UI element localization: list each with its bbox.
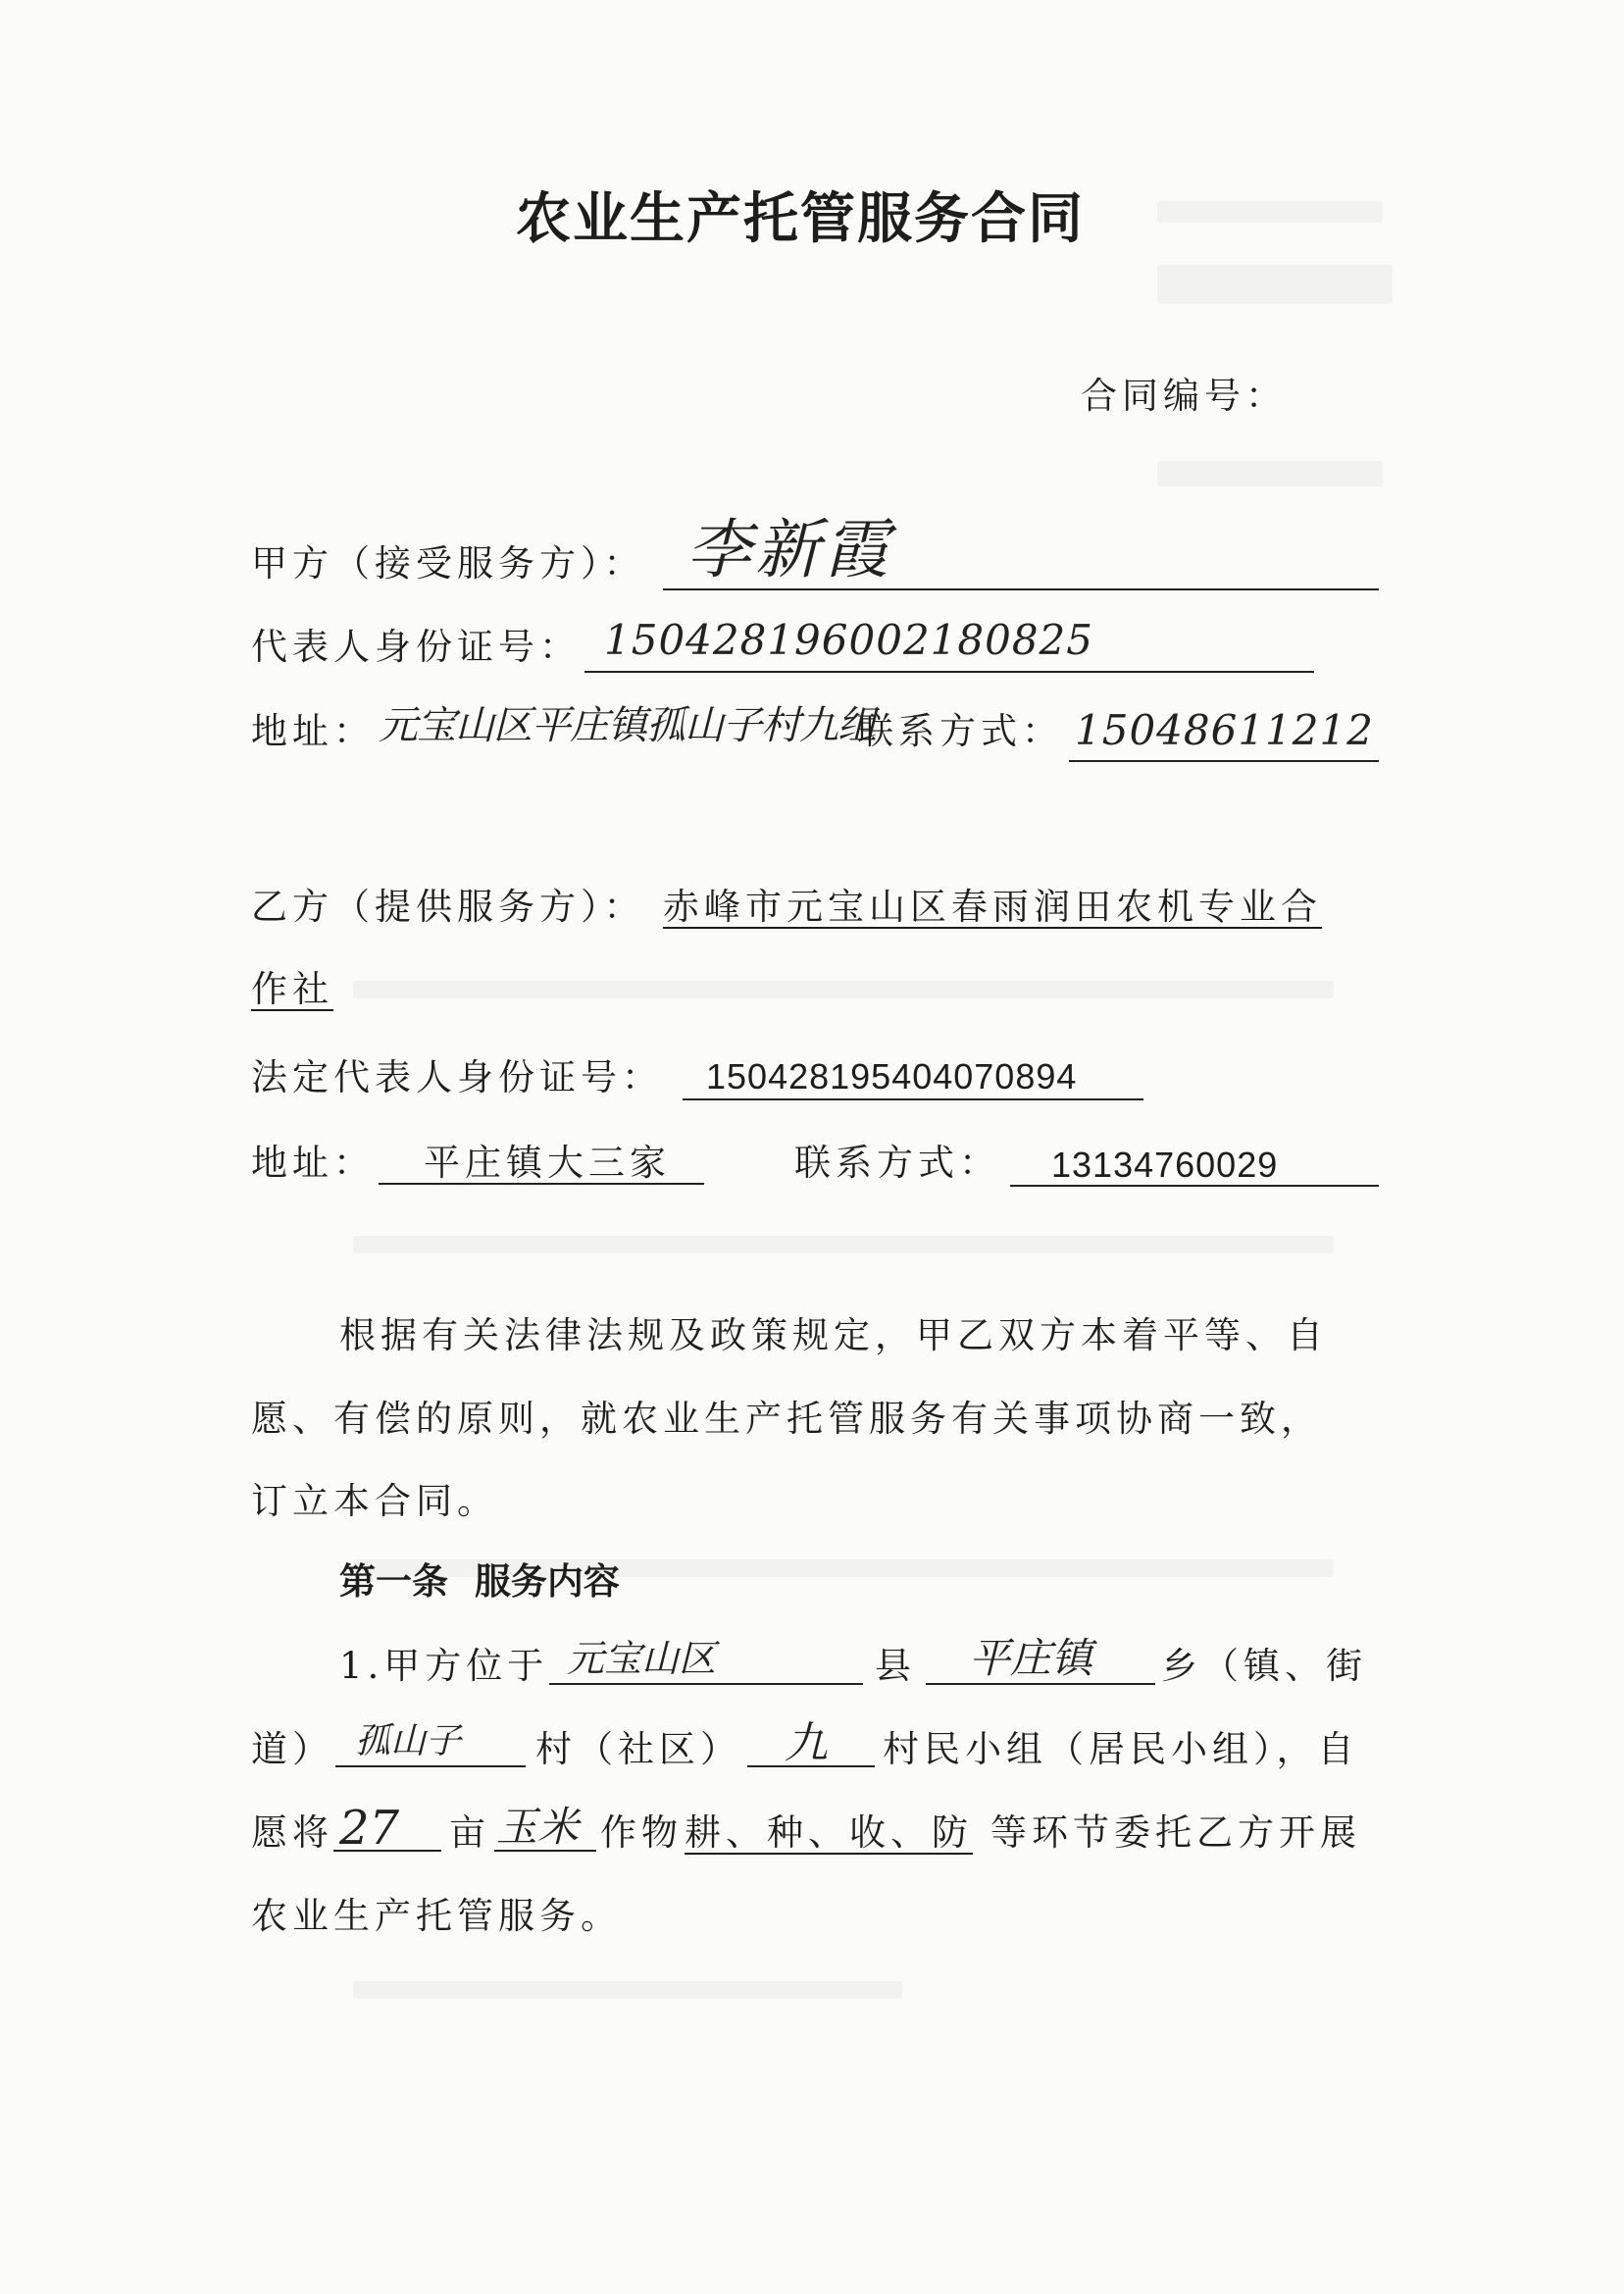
bleed-through-shade bbox=[1157, 461, 1383, 486]
party-a-id-line bbox=[584, 671, 1314, 673]
party-a-id-label: 代表人身份证号： bbox=[251, 626, 581, 668]
town-line bbox=[926, 1683, 1155, 1685]
party-a-contact-line bbox=[1069, 760, 1379, 762]
clause-1-last-line: 农业生产托管服务。 bbox=[251, 1895, 622, 1937]
group-line bbox=[747, 1765, 875, 1767]
county-label: 县 bbox=[875, 1645, 916, 1687]
bleed-through-shade bbox=[353, 981, 1334, 998]
service-links: 耕、种、收、防 bbox=[685, 1811, 973, 1854]
bleed-through-shade bbox=[1157, 265, 1393, 304]
clause-1-prefix: 1.甲方位于 bbox=[339, 1645, 549, 1687]
crop-label: 作物 bbox=[600, 1811, 683, 1854]
mu-label: 亩 bbox=[449, 1811, 490, 1854]
party-b-name-line2: 作社 bbox=[251, 968, 333, 1010]
area-line bbox=[333, 1850, 441, 1852]
area-handwritten: 27 bbox=[339, 1801, 400, 1856]
county-line bbox=[549, 1683, 863, 1685]
party-b-contact-value: 13134760029 bbox=[1051, 1145, 1279, 1185]
crop-line bbox=[494, 1850, 596, 1852]
party-a-address-handwritten: 元宝山区平庄镇孤山子村九组 bbox=[379, 703, 876, 748]
party-b-address-value: 平庄镇大三家 bbox=[424, 1142, 671, 1184]
group-handwritten: 九 bbox=[785, 1718, 828, 1768]
party-b-contact-line bbox=[1010, 1185, 1379, 1187]
town-handwritten: 平庄镇 bbox=[969, 1634, 1093, 1682]
party-a-contact-handwritten: 15048611212 bbox=[1075, 706, 1374, 754]
village-line bbox=[335, 1765, 526, 1767]
party-a-address-label: 地址： bbox=[251, 710, 375, 752]
party-b-label: 乙方（提供服务方）： bbox=[251, 886, 645, 928]
county-handwritten: 元宝山区 bbox=[567, 1637, 717, 1680]
willing-prefix: 愿将 bbox=[251, 1811, 333, 1854]
party-b-address-label: 地址： bbox=[251, 1142, 375, 1184]
bleed-through-shade bbox=[1157, 201, 1383, 223]
crop-handwritten: 玉米 bbox=[496, 1803, 580, 1851]
party-a-name-handwritten: 李新霞 bbox=[686, 512, 892, 587]
party-a-label: 甲方（接受服务方）： bbox=[251, 542, 645, 585]
village-handwritten: 孤山子 bbox=[355, 1721, 462, 1761]
contract-title: 农业生产托管服务合同 bbox=[516, 187, 1085, 251]
article-1-title: 服务内容 bbox=[474, 1560, 620, 1603]
party-b-id-value: 150428195404070894 bbox=[706, 1056, 1078, 1096]
party-b-id-line bbox=[683, 1098, 1143, 1100]
bleed-through-shade bbox=[353, 1236, 1334, 1253]
town-label: 乡（镇、街 bbox=[1161, 1645, 1367, 1687]
contract-number-label: 合同编号： bbox=[1081, 375, 1287, 417]
party-a-id-handwritten: 150428196002180825 bbox=[604, 616, 1093, 664]
preamble-line-2: 愿、有偿的原则，就农业生产托管服务有关事项协商一致， bbox=[251, 1398, 1322, 1440]
article-1-number: 第一条 bbox=[339, 1560, 448, 1603]
group-label: 村民小组（居民小组），自 bbox=[883, 1728, 1359, 1770]
article-1-heading bbox=[339, 1560, 620, 1603]
party-a-contact-label: 联系方式： bbox=[857, 710, 1063, 752]
bleed-through-shade bbox=[353, 1981, 902, 1999]
service-links-suffix: 等环节委托乙方开展 bbox=[990, 1811, 1361, 1854]
party-a-name-line bbox=[663, 588, 1379, 590]
party-b-address-line bbox=[379, 1183, 704, 1185]
party-b-id-label: 法定代表人身份证号： bbox=[251, 1056, 663, 1098]
party-b-name-line1: 赤峰市元宝山区春雨润田农机专业合 bbox=[663, 886, 1322, 928]
preamble-line-3: 订立本合同。 bbox=[251, 1480, 498, 1522]
village-label: 村（社区） bbox=[535, 1728, 741, 1770]
street-suffix: 道） bbox=[251, 1728, 333, 1770]
preamble-line-1: 根据有关法律法规及政策规定，甲乙双方本着平等、自 bbox=[339, 1314, 1328, 1356]
party-b-contact-label: 联系方式： bbox=[794, 1142, 1000, 1184]
